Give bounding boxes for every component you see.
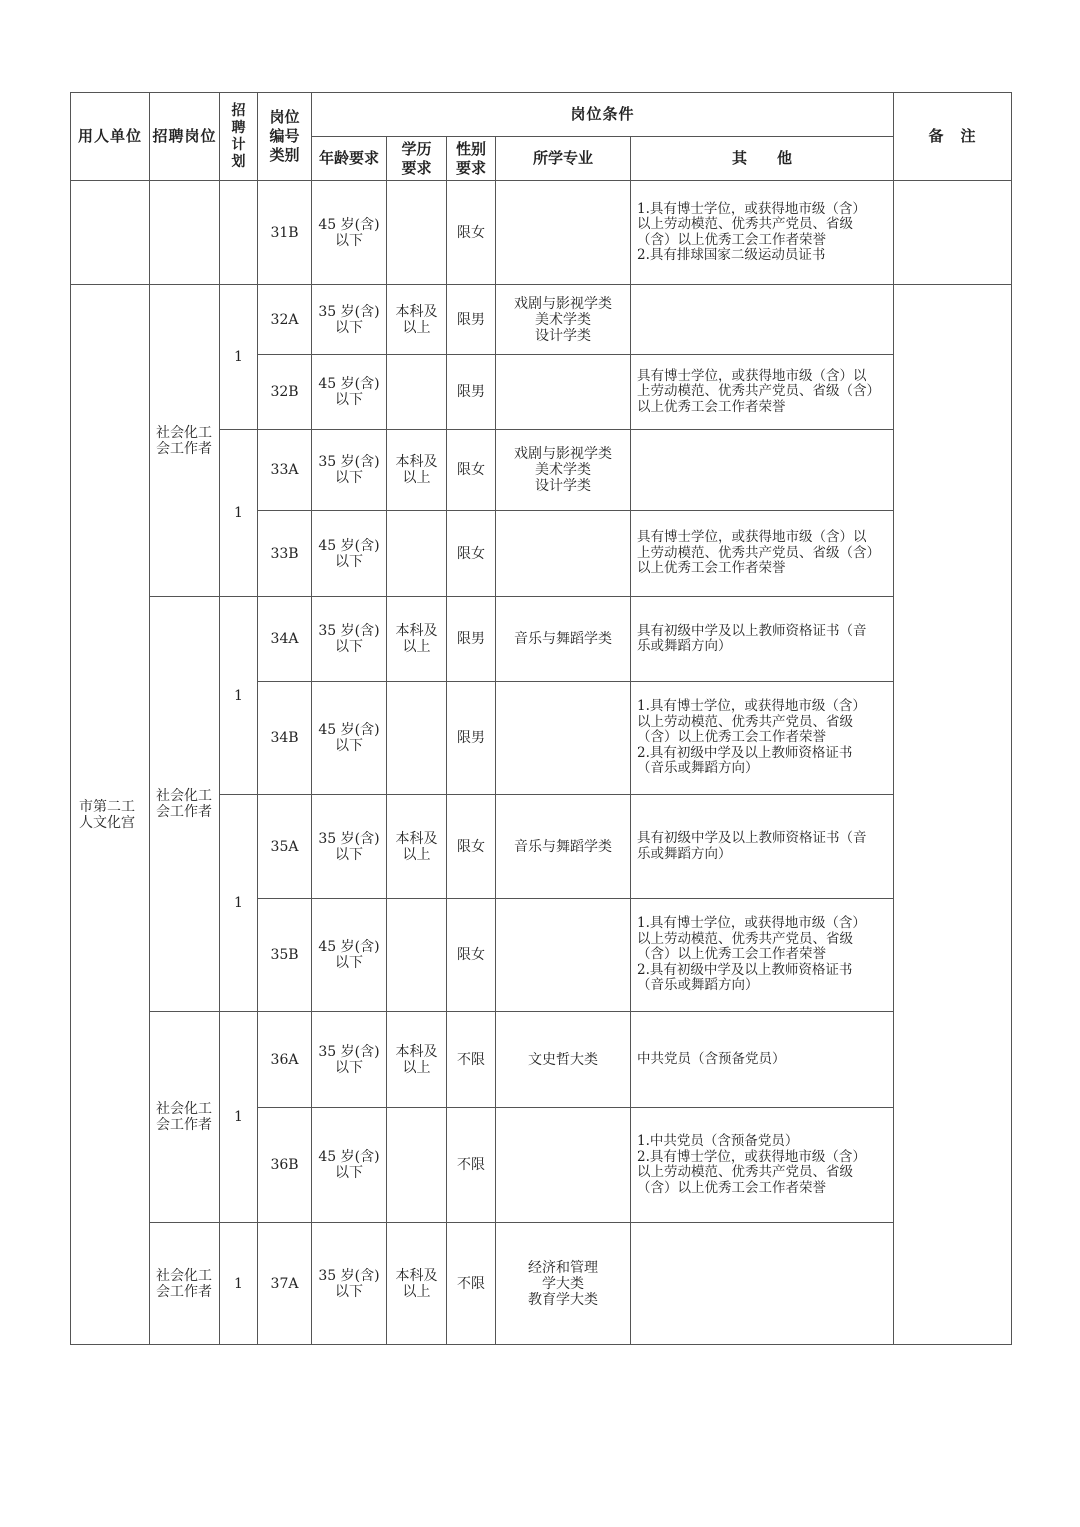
age-cell: 45 岁(含) 以下 xyxy=(312,899,387,1012)
header-unit: 用人单位 xyxy=(71,93,150,181)
plan-cell: 1 xyxy=(220,795,258,1012)
age-cell: 35 岁(含) 以下 xyxy=(312,430,387,511)
gender-cell: 限女 xyxy=(447,181,496,285)
age-cell: 45 岁(含) 以下 xyxy=(312,511,387,597)
header-remark: 备 注 xyxy=(894,93,1012,181)
plan-cell: 1 xyxy=(220,1012,258,1223)
other-cell xyxy=(631,1223,894,1345)
header-major: 所学专业 xyxy=(496,137,631,181)
age-cell: 35 岁(含) 以下 xyxy=(312,597,387,682)
other-cell: 1.具有博士学位，或获得地市级（含） 以上劳动模范、优秀共产党员、省级 （含）以上优秀工会工作者荣誉 2.具有排球国家二级运动员证书 xyxy=(631,181,894,285)
position-cell: 社会化工 会工作者 xyxy=(150,1223,220,1345)
edu-cell xyxy=(387,181,447,285)
other-cell: 具有博士学位，或获得地市级（含）以 上劳动模范、优秀共产党员、省级（含） 以上优秀工会工作者荣誉 xyxy=(631,355,894,430)
major-cell xyxy=(496,511,631,597)
other-cell: 具有初级中学及以上教师资格证书（音 乐或舞蹈方向） xyxy=(631,795,894,899)
header-gender: 性别 要求 xyxy=(447,137,496,181)
age-cell: 35 岁(含) 以下 xyxy=(312,285,387,355)
major-cell xyxy=(496,181,631,285)
major-cell: 音乐与舞蹈学类 xyxy=(496,795,631,899)
major-cell: 经济和管理 学大类 教育学大类 xyxy=(496,1223,631,1345)
other-cell: 1.具有博士学位，或获得地市级（含） 以上劳动模范、优秀共产党员、省级 （含）以上优秀工会工作者荣誉 2.具有初级中学及以上教师资格证书 （音乐或舞蹈方向） xyxy=(631,899,894,1012)
code-cell: 34B xyxy=(258,682,312,795)
age-cell: 35 岁(含) 以下 xyxy=(312,795,387,899)
gender-cell: 限女 xyxy=(447,511,496,597)
header-plan: 招 聘 计 划 xyxy=(220,93,258,181)
plan-cell: 1 xyxy=(220,597,258,795)
table-row xyxy=(71,1223,1012,1345)
code-cell: 31B xyxy=(258,181,312,285)
code-cell: 33B xyxy=(258,511,312,597)
plan-cell-empty xyxy=(220,181,258,285)
code-cell: 35B xyxy=(258,899,312,1012)
edu-cell xyxy=(387,899,447,1012)
edu-cell: 本科及 以上 xyxy=(387,285,447,355)
table-row xyxy=(71,1012,1012,1108)
unit-cell-empty xyxy=(71,181,150,285)
other-cell: 1.具有博士学位，或获得地市级（含） 以上劳动模范、优秀共产党员、省级 （含）以上优秀工会工作者荣誉 2.具有初级中学及以上教师资格证书 （音乐或舞蹈方向） xyxy=(631,682,894,795)
gender-cell: 限女 xyxy=(447,795,496,899)
other-cell: 1.中共党员（含预备党员） 2.具有博士学位，或获得地市级（含） 以上劳动模范、优秀共产党员、省级 （含）以上优秀工会工作者荣誉 xyxy=(631,1108,894,1223)
header-position: 招聘岗位 xyxy=(150,93,220,181)
remark-cell xyxy=(894,181,1012,285)
header-edu: 学历 要求 xyxy=(387,137,447,181)
major-cell xyxy=(496,1108,631,1223)
code-cell: 35A xyxy=(258,795,312,899)
major-cell xyxy=(496,682,631,795)
edu-cell: 本科及 以上 xyxy=(387,430,447,511)
gender-cell: 限男 xyxy=(447,597,496,682)
gender-cell: 不限 xyxy=(447,1012,496,1108)
other-cell xyxy=(631,285,894,355)
header-code: 岗位 编号 类别 xyxy=(258,93,312,181)
header-age: 年龄要求 xyxy=(312,137,387,181)
code-cell: 34A xyxy=(258,597,312,682)
unit-cell: 市第二工 人文化宫 xyxy=(71,285,150,1345)
major-cell: 音乐与舞蹈学类 xyxy=(496,597,631,682)
table-row xyxy=(71,597,1012,682)
other-cell: 中共党员（含预备党员） xyxy=(631,1012,894,1108)
gender-cell: 不限 xyxy=(447,1108,496,1223)
header-conditions: 岗位条件 xyxy=(312,93,894,137)
gender-cell: 不限 xyxy=(447,1223,496,1345)
age-cell: 45 岁(含) 以下 xyxy=(312,1108,387,1223)
edu-cell: 本科及 以上 xyxy=(387,1012,447,1108)
code-cell: 37A xyxy=(258,1223,312,1345)
plan-cell: 1 xyxy=(220,1223,258,1345)
plan-cell: 1 xyxy=(220,285,258,430)
other-cell xyxy=(631,430,894,511)
major-cell: 文史哲大类 xyxy=(496,1012,631,1108)
header-row-1 xyxy=(71,93,1012,137)
edu-cell xyxy=(387,682,447,795)
code-cell: 33A xyxy=(258,430,312,511)
gender-cell: 限男 xyxy=(447,355,496,430)
age-cell: 45 岁(含) 以下 xyxy=(312,181,387,285)
edu-cell: 本科及 以上 xyxy=(387,1223,447,1345)
table-row xyxy=(71,181,1012,285)
header-other: 其 他 xyxy=(631,137,894,181)
other-cell: 具有初级中学及以上教师资格证书（音 乐或舞蹈方向） xyxy=(631,597,894,682)
code-cell: 32B xyxy=(258,355,312,430)
edu-cell xyxy=(387,511,447,597)
age-cell: 45 岁(含) 以下 xyxy=(312,682,387,795)
other-cell: 具有博士学位，或获得地市级（含）以 上劳动模范、优秀共产党员、省级（含） 以上优秀工会工作者荣誉 xyxy=(631,511,894,597)
code-cell: 36A xyxy=(258,1012,312,1108)
major-cell xyxy=(496,355,631,430)
gender-cell: 限女 xyxy=(447,430,496,511)
edu-cell xyxy=(387,355,447,430)
position-cell: 社会化工 会工作者 xyxy=(150,285,220,597)
gender-cell: 限男 xyxy=(447,285,496,355)
edu-cell: 本科及 以上 xyxy=(387,597,447,682)
code-cell: 32A xyxy=(258,285,312,355)
edu-cell xyxy=(387,1108,447,1223)
major-cell xyxy=(496,899,631,1012)
gender-cell: 限女 xyxy=(447,899,496,1012)
position-cell: 社会化工 会工作者 xyxy=(150,1012,220,1223)
age-cell: 35 岁(含) 以下 xyxy=(312,1223,387,1345)
remark-cell xyxy=(894,285,1012,1345)
recruitment-table xyxy=(70,92,1012,1345)
age-cell: 35 岁(含) 以下 xyxy=(312,1012,387,1108)
table-row xyxy=(71,285,1012,355)
major-cell: 戏剧与影视学类 美术学类 设计学类 xyxy=(496,285,631,355)
position-cell-empty xyxy=(150,181,220,285)
edu-cell: 本科及 以上 xyxy=(387,795,447,899)
plan-cell: 1 xyxy=(220,430,258,597)
position-cell: 社会化工 会工作者 xyxy=(150,597,220,1012)
major-cell: 戏剧与影视学类 美术学类 设计学类 xyxy=(496,430,631,511)
code-cell: 36B xyxy=(258,1108,312,1223)
age-cell: 45 岁(含) 以下 xyxy=(312,355,387,430)
gender-cell: 限男 xyxy=(447,682,496,795)
